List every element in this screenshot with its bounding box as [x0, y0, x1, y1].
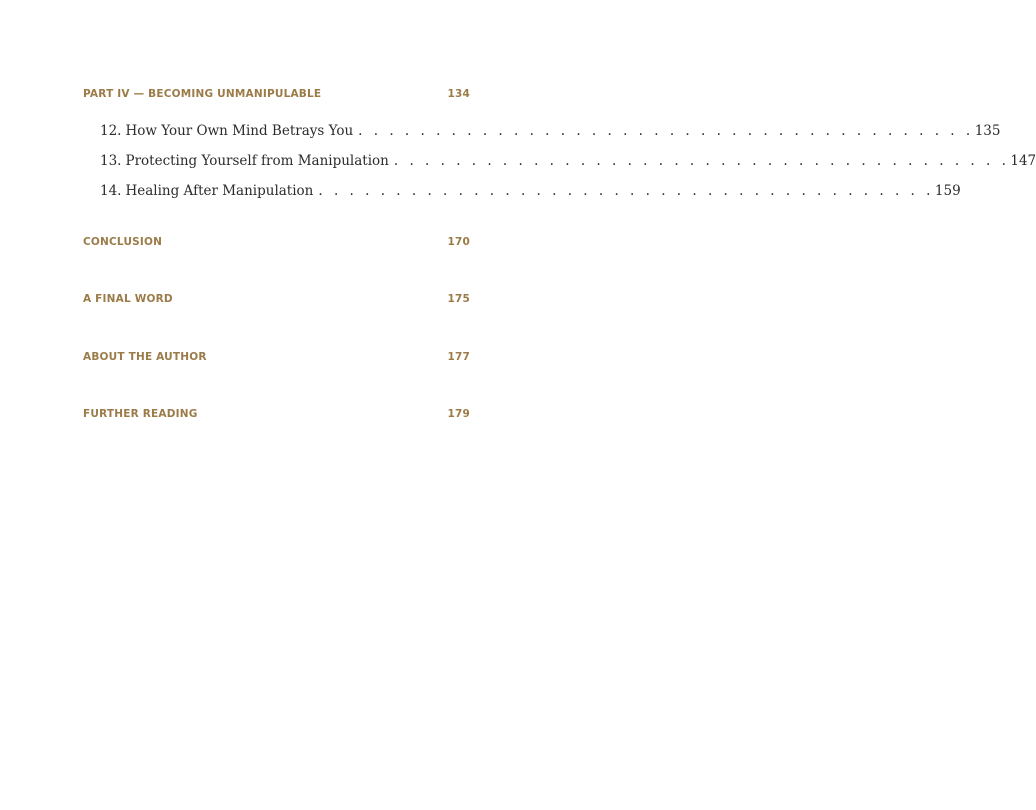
section-label: A FINAL WORD — [83, 293, 173, 305]
chapter-number: 13. — [100, 153, 122, 169]
chapter-number: 12. — [100, 123, 122, 139]
dot-leader: . . . . . . . . . . . . . . . . . . . . . . . . . . . . . . . . . . . . . . . . — [393, 153, 1010, 169]
chapter-number: 14. — [100, 183, 122, 199]
dot-leader: . . . . . . . . . . . . . . . . . . . . . . . . . . . . . . . . . . . . . . . . — [358, 123, 974, 139]
chapter-title: How Your Own Mind Betrays You — [125, 123, 354, 139]
toc-section-heading[interactable] — [83, 408, 470, 420]
toc-chapter-entry[interactable] — [100, 123, 1001, 139]
section-page-number: 179 — [447, 408, 470, 420]
toc-section-heading[interactable] — [83, 236, 470, 248]
chapter-page-number: 147 — [1010, 153, 1036, 169]
chapter-title: Healing After Manipulation — [125, 183, 314, 199]
toc-section-heading[interactable] — [83, 293, 470, 305]
toc-chapter-entry[interactable] — [100, 153, 1036, 169]
section-label: CONCLUSION — [83, 236, 163, 248]
part-label: PART IV — BECOMING UNMANIPULABLE — [83, 88, 322, 100]
section-page-number: 177 — [447, 351, 470, 363]
dot-leader: . . . . . . . . . . . . . . . . . . . . . . . . . . . . . . . . . . . . . . . . — [318, 183, 934, 199]
toc-chapter-entry[interactable] — [100, 183, 961, 199]
section-page-number: 175 — [447, 293, 470, 305]
toc-section-heading[interactable] — [83, 351, 470, 363]
chapter-title: Protecting Yourself from Manipulation — [125, 153, 389, 169]
section-label: ABOUT THE AUTHOR — [83, 351, 207, 363]
section-page-number: 170 — [447, 236, 470, 248]
part-page-number: 134 — [447, 88, 470, 100]
chapter-page-number: 159 — [934, 183, 961, 199]
toc-part-heading[interactable] — [83, 88, 470, 100]
chapter-page-number: 135 — [974, 123, 1001, 139]
section-label: FURTHER READING — [83, 408, 198, 420]
